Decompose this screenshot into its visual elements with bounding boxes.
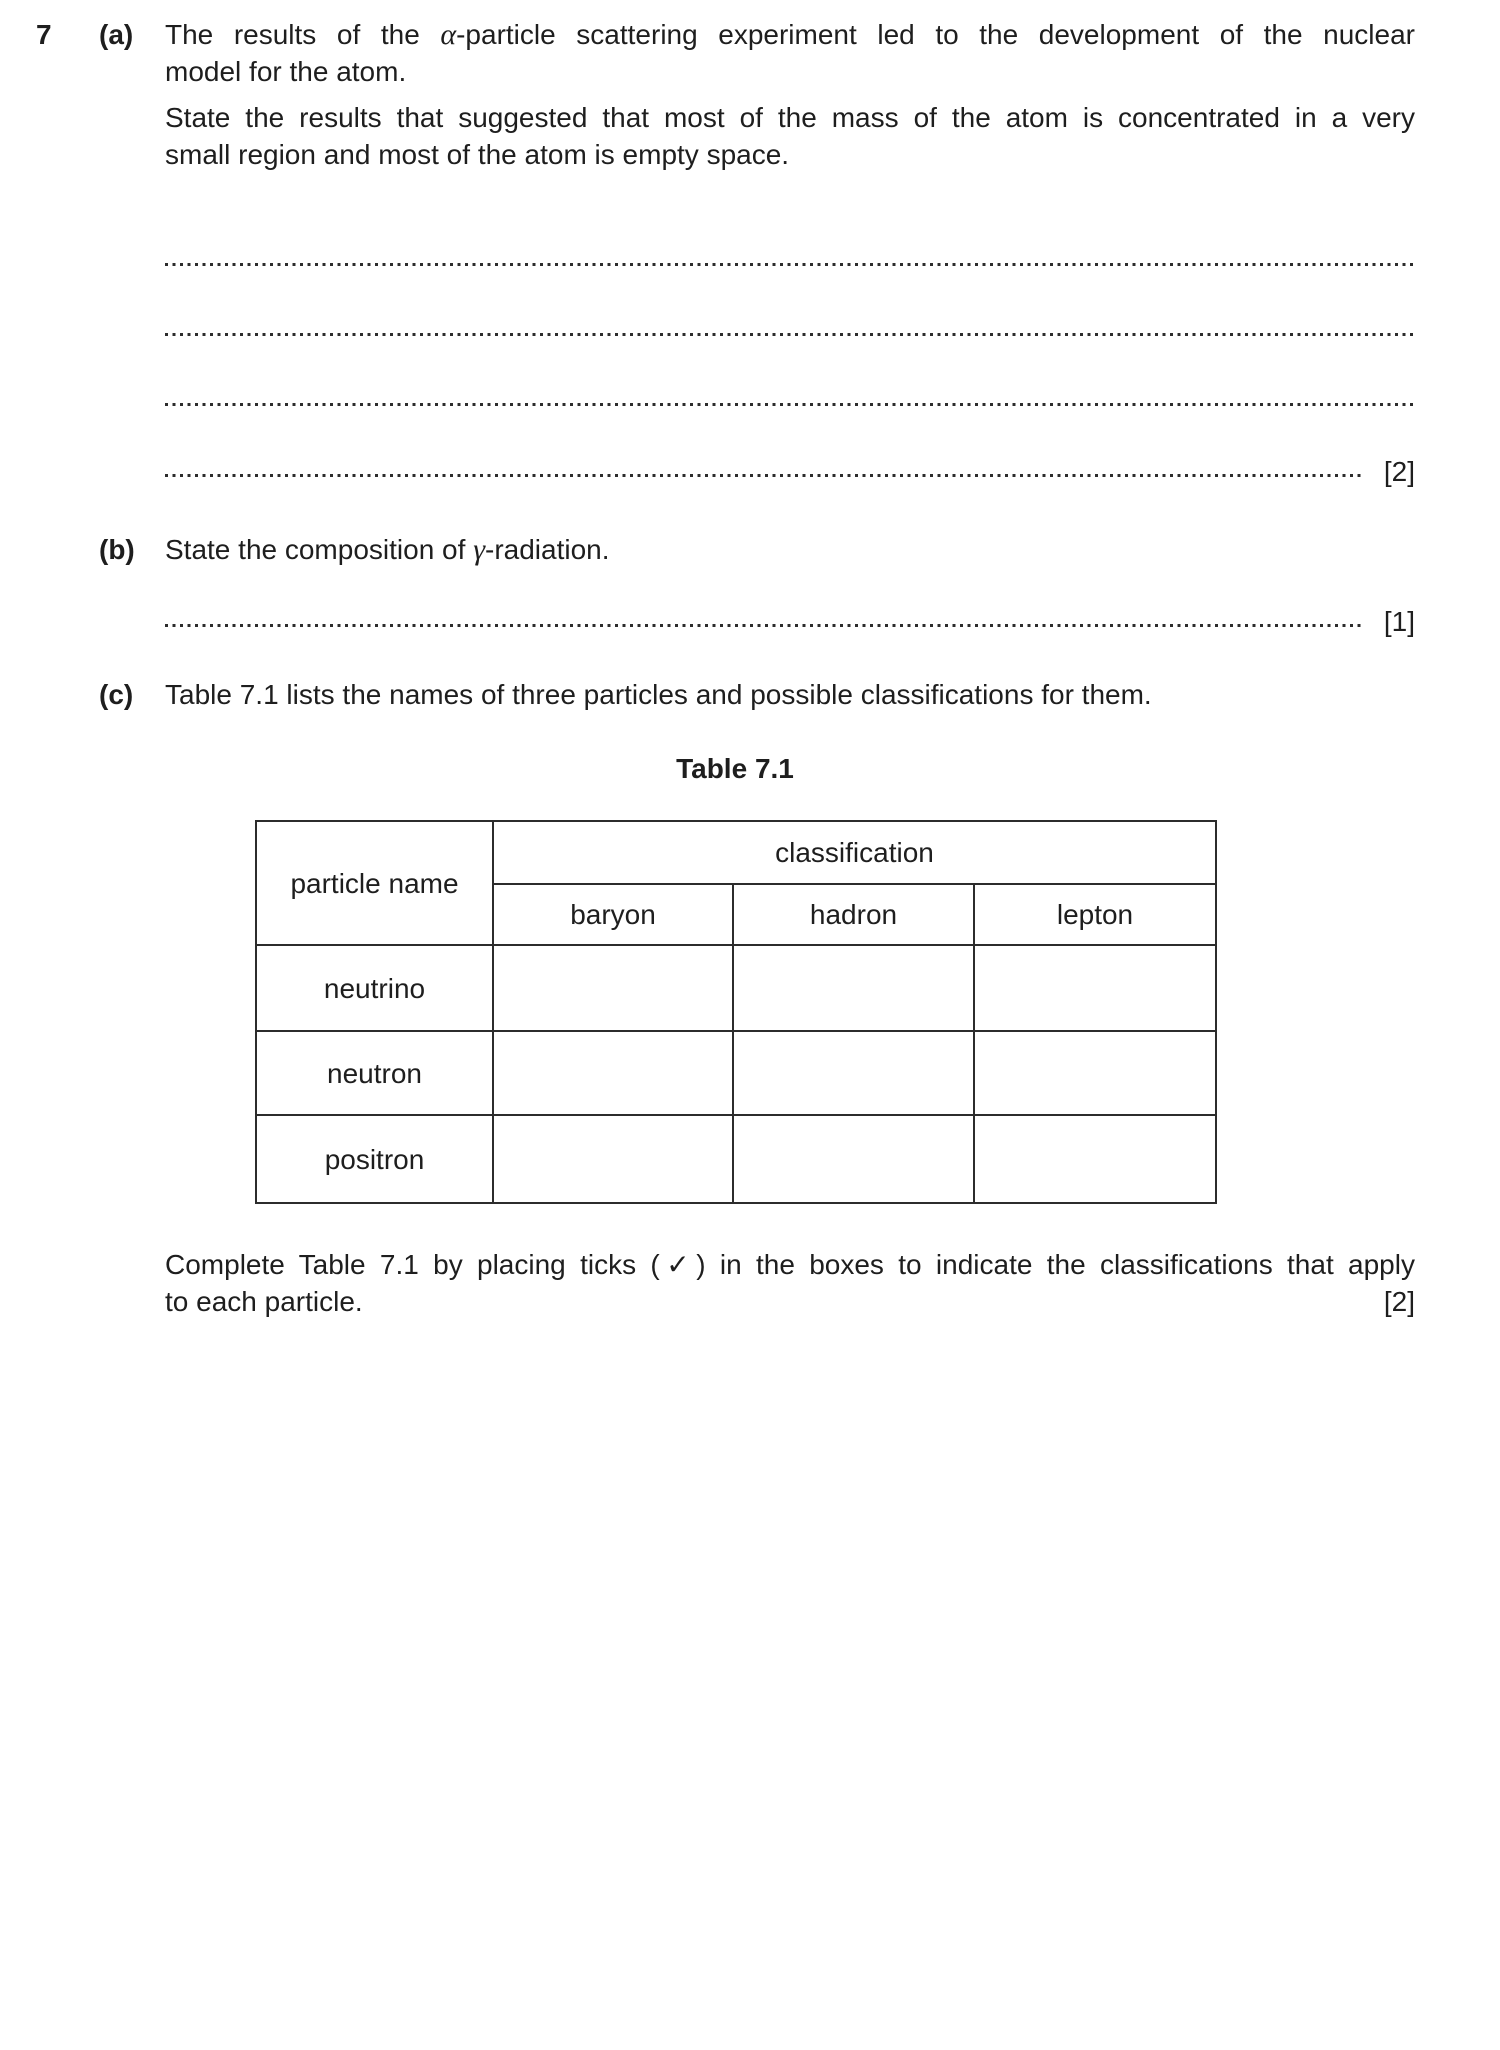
tick-cell-positron-lepton[interactable] (974, 1115, 1216, 1203)
part-a-label: (a) (99, 19, 134, 50)
row-header-neutron: neutron (256, 1031, 493, 1115)
answer-line-a-1[interactable] (165, 235, 1415, 269)
answer-line-b-1[interactable] (165, 596, 1415, 637)
part-a-intro-line1-pre: The results of the (165, 19, 441, 50)
table-title: Table 7.1 (676, 753, 794, 784)
column-header-lepton: lepton (974, 884, 1216, 945)
tick-cell-neutron-lepton[interactable] (974, 1031, 1216, 1115)
column-header-baryon: baryon (493, 884, 733, 945)
part-a-prompt (165, 99, 1415, 173)
instruction-line1-post: ) in the boxes to indicate the classifications that apply (696, 1249, 1415, 1280)
tick-cell-neutrino-baryon[interactable] (493, 945, 733, 1031)
group-header-cell: classification (493, 821, 1216, 884)
part-c-instruction-line1 (165, 1246, 1415, 1283)
part-a-prompt-line2: small region and most of the atom is empty space. (165, 139, 790, 170)
row-header-positron: positron (256, 1115, 493, 1203)
part-c-instruction (165, 1246, 1415, 1320)
question-number: 7 (36, 19, 52, 50)
table-row (256, 1031, 1216, 1115)
tick-glyph: ✓ (659, 1249, 697, 1280)
tick-cell-neutrino-lepton[interactable] (974, 945, 1216, 1031)
alpha-symbol: α (440, 18, 457, 51)
part-c-instruction-line2 (165, 1283, 1415, 1320)
part-b-prompt-pre: State the composition of (165, 534, 474, 565)
table-row (256, 1115, 1216, 1203)
corner-header-cell: particle name (256, 821, 493, 945)
dotted-rule (165, 333, 1415, 336)
gamma-symbol: γ (473, 533, 486, 566)
part-a-intro (165, 16, 1415, 90)
dotted-rule (165, 403, 1415, 406)
part-a-prompt-line1: State the results that suggested that most of the mass of the atom is concentrated in a very (165, 102, 1415, 133)
table-row (256, 945, 1216, 1031)
tick-cell-neutron-baryon[interactable] (493, 1031, 733, 1115)
tick-cell-neutrino-hadron[interactable] (733, 945, 974, 1031)
part-b-marks: [1] (1383, 606, 1415, 637)
part-c-label: (c) (99, 679, 134, 710)
answer-line-a-3[interactable] (165, 375, 1415, 409)
answer-line-a-4[interactable] (165, 446, 1415, 487)
table-header-row-1 (256, 821, 1216, 884)
part-a-intro-line1 (165, 16, 1415, 53)
instruction-line1-pre: Complete Table 7.1 by placing ticks ( (165, 1249, 660, 1280)
part-c-marks: [2] (1383, 1286, 1415, 1317)
dotted-rule (165, 263, 1415, 266)
tick-cell-neutron-hadron[interactable] (733, 1031, 974, 1115)
tick-cell-positron-hadron[interactable] (733, 1115, 974, 1203)
dotted-rule (165, 624, 1364, 627)
part-a-intro-line1-post: -particle scattering experiment led to the development of the nuclear (456, 19, 1415, 50)
row-header-neutrino: neutrino (256, 945, 493, 1031)
instruction-line2-text: to each particle. (165, 1286, 363, 1317)
dotted-rule (165, 474, 1364, 477)
tick-cell-positron-baryon[interactable] (493, 1115, 733, 1203)
answer-line-a-2[interactable] (165, 305, 1415, 339)
column-header-hadron: hadron (733, 884, 974, 945)
classification-table (255, 820, 1217, 1204)
part-b-prompt (165, 531, 1415, 568)
part-b-prompt-post: -radiation. (485, 534, 610, 565)
part-c-prompt: Table 7.1 lists the names of three particles and possible classifications for them. (165, 679, 1152, 710)
part-a-intro-line2: model for the atom. (165, 56, 407, 87)
part-a-marks: [2] (1383, 456, 1415, 487)
part-b-label: (b) (99, 534, 135, 565)
